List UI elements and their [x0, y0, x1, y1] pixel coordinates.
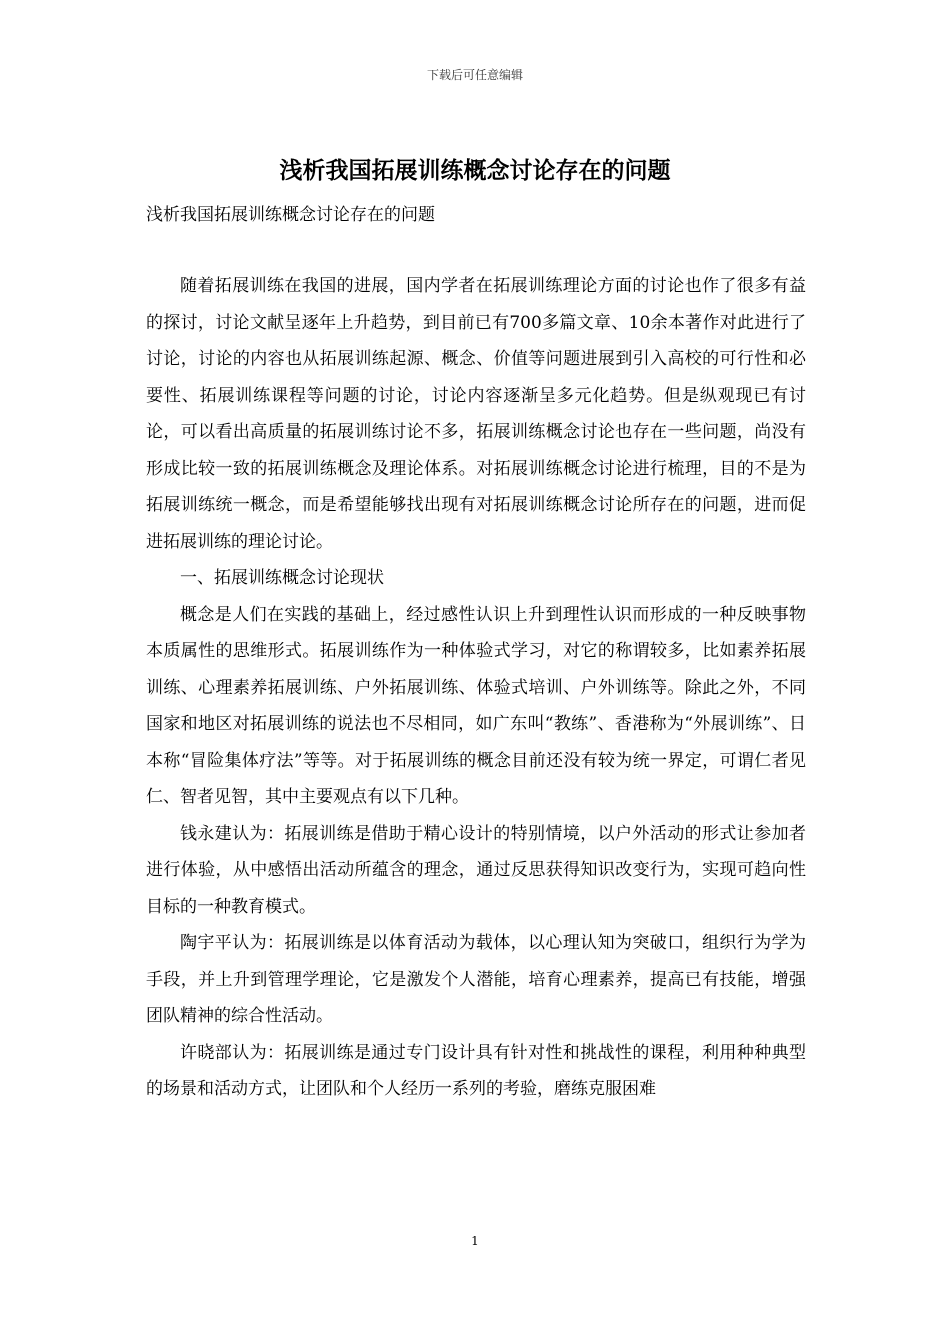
header-note: 下载后可任意编辑	[426, 68, 523, 82]
document-subtitle: 浅析我国拓展训练概念讨论存在的问题	[146, 205, 435, 225]
paragraph-intro: 随着拓展训练在我国的进展，国内学者在拓展训练理论方面的讨论也作了很多有益的探讨，讨论文献呈逐年上升趋势，到目前已有700多篇文章、10余本著作对此进行了讨论，讨论的内容也从拓展训练起源、概念、价值等问题进展到引入高校的可行性和必要性、拓展训练课程等问题的讨论，讨论内容逐渐呈多元化趋势。但是纵观现已有讨论，可以看出高质量的拓展训练讨论不多，拓展训练概念讨论也存在一些问题，尚没有形成比较一致的拓展训练概念及理论体系。对拓展训练概念讨论进行梳理，目的不是为拓展训练统一概念，而是希望能够找出现有对拓展训练概念讨论所存在的问题，进而促进拓展训练的理论讨论。	[146, 276, 806, 552]
document-body	[146, 268, 806, 1108]
page-number: 1	[471, 1234, 479, 1248]
paragraph-concept: 概念是人们在实践的基础上，经过感性认识上升到理性认识而形成的一种反映事物本质属性的思维形式。拓展训练作为一种体验式学习，对它的称谓较多，比如素养拓展训练、心理素养拓展训练、户外拓展训练、体验式培训、户外训练等。除此之外，不同国家和地区对拓展训练的说法也不尽相同，如广东叫“教练”、香港称为“外展训练”、日本称“冒险集体疗法”等等。对于拓展训练的概念目前还没有较为统一界定，可谓仁者见仁、智者见智，其中主要观点有以下几种。	[146, 604, 806, 807]
paragraph-xu-xiaobu: 许晓部认为：拓展训练是通过专门设计具有针对性和挑战性的课程，利用种种典型的场景和活动方式，让团队和个人经历一系列的考验，磨练克服困难	[146, 1042, 806, 1099]
paragraph-tao-yuping: 陶宇平认为：拓展训练是以体育活动为载体，以心理认知为突破口，组织行为学为手段，并上升到管理学理论，它是激发个人潜能，培育心理素养，提高已有技能，增强团队精神的综合性活动。	[146, 933, 806, 1026]
section-heading-1: 一、拓展训练概念讨论现状	[180, 568, 384, 588]
document-title: 浅析我国拓展训练概念讨论存在的问题	[279, 157, 671, 184]
paragraph-qian-yongjian: 钱永建认为：拓展训练是借助于精心设计的特别情境，以户外活动的形式让参加者进行体验，从中感悟出活动所蕴含的理念，通过反思获得知识改变行为，实现可趋向性目标的一种教育模式。	[146, 823, 806, 917]
